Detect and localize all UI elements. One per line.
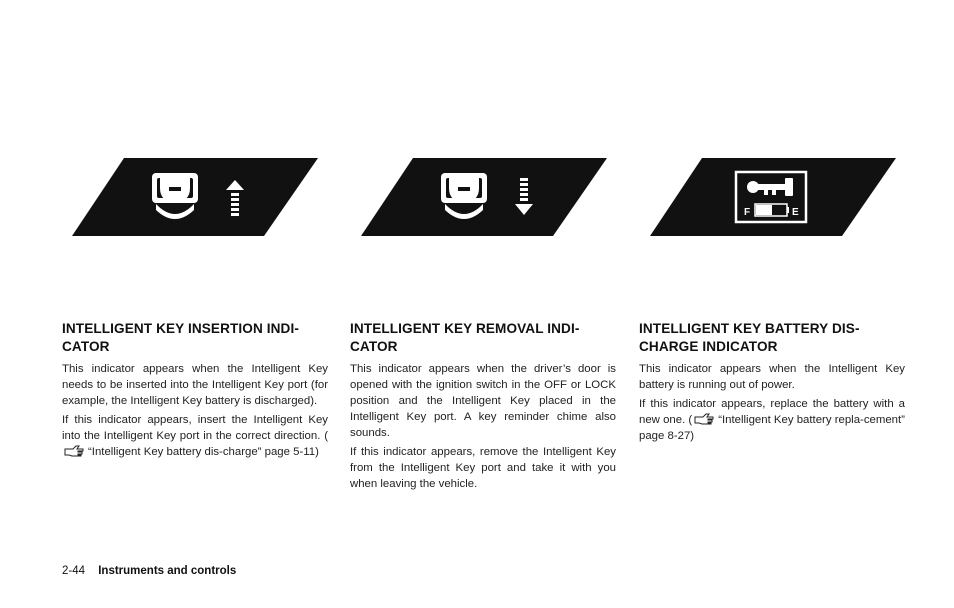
reference-hand-icon (694, 413, 716, 425)
section-paragraph (639, 396, 905, 444)
footer-section-title: Instruments and controls (98, 565, 237, 577)
section-paragraph (62, 412, 328, 460)
key-battery-discharge-indicator (650, 158, 898, 236)
section-paragraph: If this indicator appears, remove the Intelligent Key from the Intelligent Key port and take it with you when leaving the vehicle. (350, 446, 616, 490)
section-heading: INTELLIGENT KEY INSERTION INDI-CATOR (62, 321, 299, 354)
paragraph-text: If this indicator appears, replace the battery with a new one. ( (639, 398, 905, 426)
section-paragraph: This indicator appears when the driver’s door is opened with the ignition switch in the OFF or LOCK position and the Intelligent Key placed in the Intelligent Key port. A key reminder chime also sounds. (350, 363, 616, 439)
key-removal-indicator-icon (361, 158, 609, 236)
battery-full-label: F (744, 207, 751, 218)
key-insertion-indicator-icon (72, 158, 320, 236)
section-key-insertion (62, 320, 328, 463)
section-key-removal (350, 320, 616, 495)
key-battery-discharge-indicator-icon (650, 158, 898, 236)
key-insertion-indicator (72, 158, 320, 236)
reference-hand-icon (64, 445, 86, 457)
key-removal-indicator (361, 158, 609, 236)
page-footer (62, 565, 236, 577)
section-heading: INTELLIGENT KEY BATTERY DIS-CHARGE INDICATOR (639, 321, 860, 354)
paragraph-text: If this indicator appears, insert the Intelligent Key into the Intelligent Key port in the correct direction. ( (62, 414, 328, 442)
paragraph-text: “Intelligent Key battery repla-cement” page 8-27) (639, 414, 905, 442)
paragraph-text: “Intelligent Key battery dis-charge” page 5-11) (88, 446, 319, 458)
section-key-battery-discharge (639, 320, 905, 447)
page-number: 2-44 (62, 565, 86, 577)
battery-empty-label: E (792, 207, 799, 218)
section-heading: INTELLIGENT KEY REMOVAL INDI-CATOR (350, 321, 580, 354)
section-paragraph: This indicator appears when the Intelligent Key battery is running out of power. (639, 363, 905, 391)
section-paragraph: This indicator appears when the Intelligent Key needs to be inserted into the Intelligent Key port (for example, the Intelligent Key battery is discharged). (62, 363, 328, 407)
